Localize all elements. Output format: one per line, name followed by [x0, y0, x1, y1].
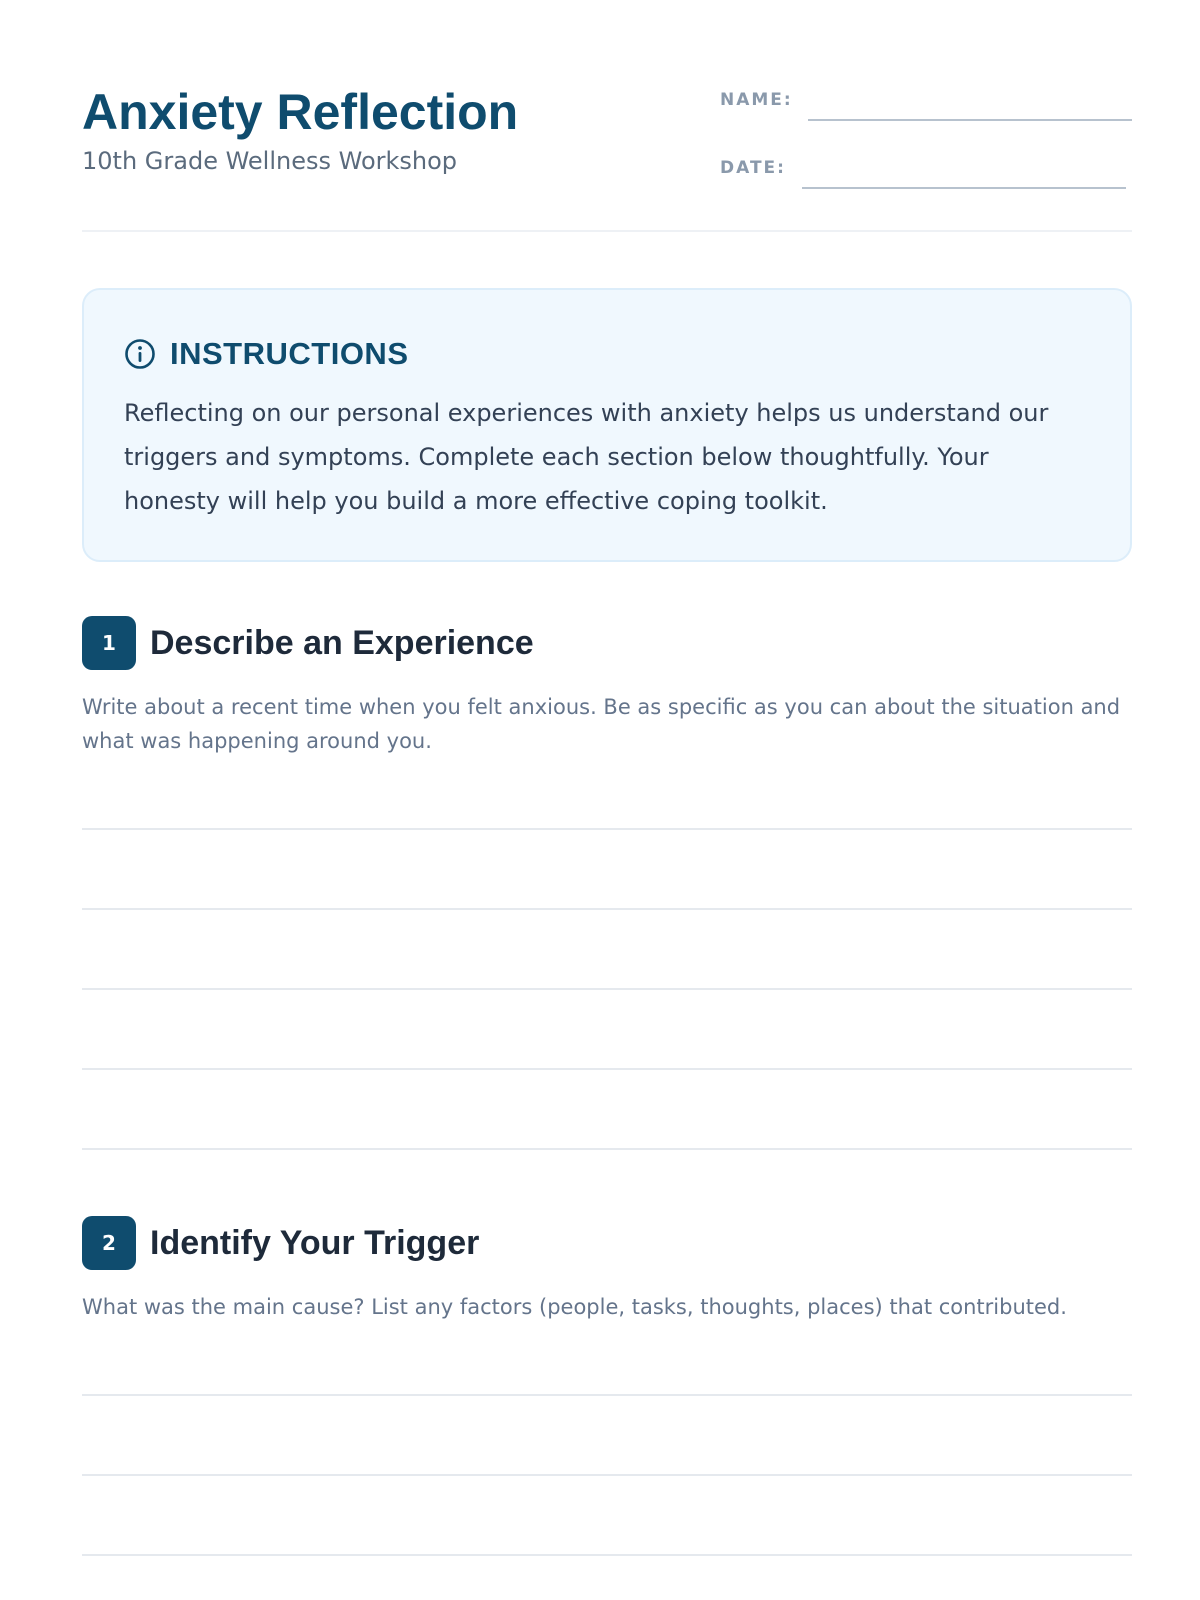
- instructions-title: INSTRUCTIONS: [170, 336, 409, 371]
- info-circle-icon: [124, 338, 156, 370]
- answer-line[interactable]: [82, 1148, 1132, 1150]
- name-field[interactable]: [720, 82, 1132, 122]
- section-title: Describe an Experience: [150, 623, 534, 662]
- answer-line[interactable]: [82, 1068, 1132, 1070]
- instructions-box: [82, 288, 1132, 562]
- answer-line[interactable]: [82, 908, 1132, 910]
- answer-line[interactable]: [82, 1394, 1132, 1396]
- instructions-heading: [124, 334, 409, 374]
- date-field[interactable]: [720, 150, 1132, 190]
- answer-line[interactable]: [82, 828, 1132, 830]
- section-number-badge: 2: [82, 1216, 136, 1270]
- answer-line[interactable]: [82, 1474, 1132, 1476]
- section-describe-experience: [82, 616, 1132, 1166]
- worksheet-title: Anxiety Reflection: [82, 84, 519, 140]
- worksheet-header: [82, 0, 1132, 232]
- worksheet-page: [82, 0, 1132, 1600]
- section-identify-trigger: [82, 1216, 1132, 1600]
- date-label: DATE:: [720, 158, 786, 178]
- section-heading: [82, 616, 534, 670]
- date-input-line[interactable]: [802, 187, 1126, 189]
- section-prompt: Write about a recent time when you felt anxious. Be as specific as you can about the situation and what was happening around you.: [82, 695, 1121, 753]
- instructions-body: Reflecting on our personal experiences with anxiety helps us understand our triggers and symptoms. Complete each section below thoughtfully. Your honesty will help you build a more effective coping toolkit.: [124, 399, 1049, 515]
- name-label: NAME:: [720, 90, 793, 110]
- section-prompt: What was the main cause? List any factors (people, tasks, thoughts, places) that contributed.: [82, 1295, 1067, 1319]
- name-input-line[interactable]: [808, 119, 1132, 121]
- section-title: Identify Your Trigger: [150, 1223, 480, 1262]
- answer-line[interactable]: [82, 1554, 1132, 1556]
- answer-line[interactable]: [82, 988, 1132, 990]
- worksheet-subtitle: 10th Grade Wellness Workshop: [82, 147, 458, 175]
- section-number-badge: 1: [82, 616, 136, 670]
- section-heading: [82, 1216, 479, 1270]
